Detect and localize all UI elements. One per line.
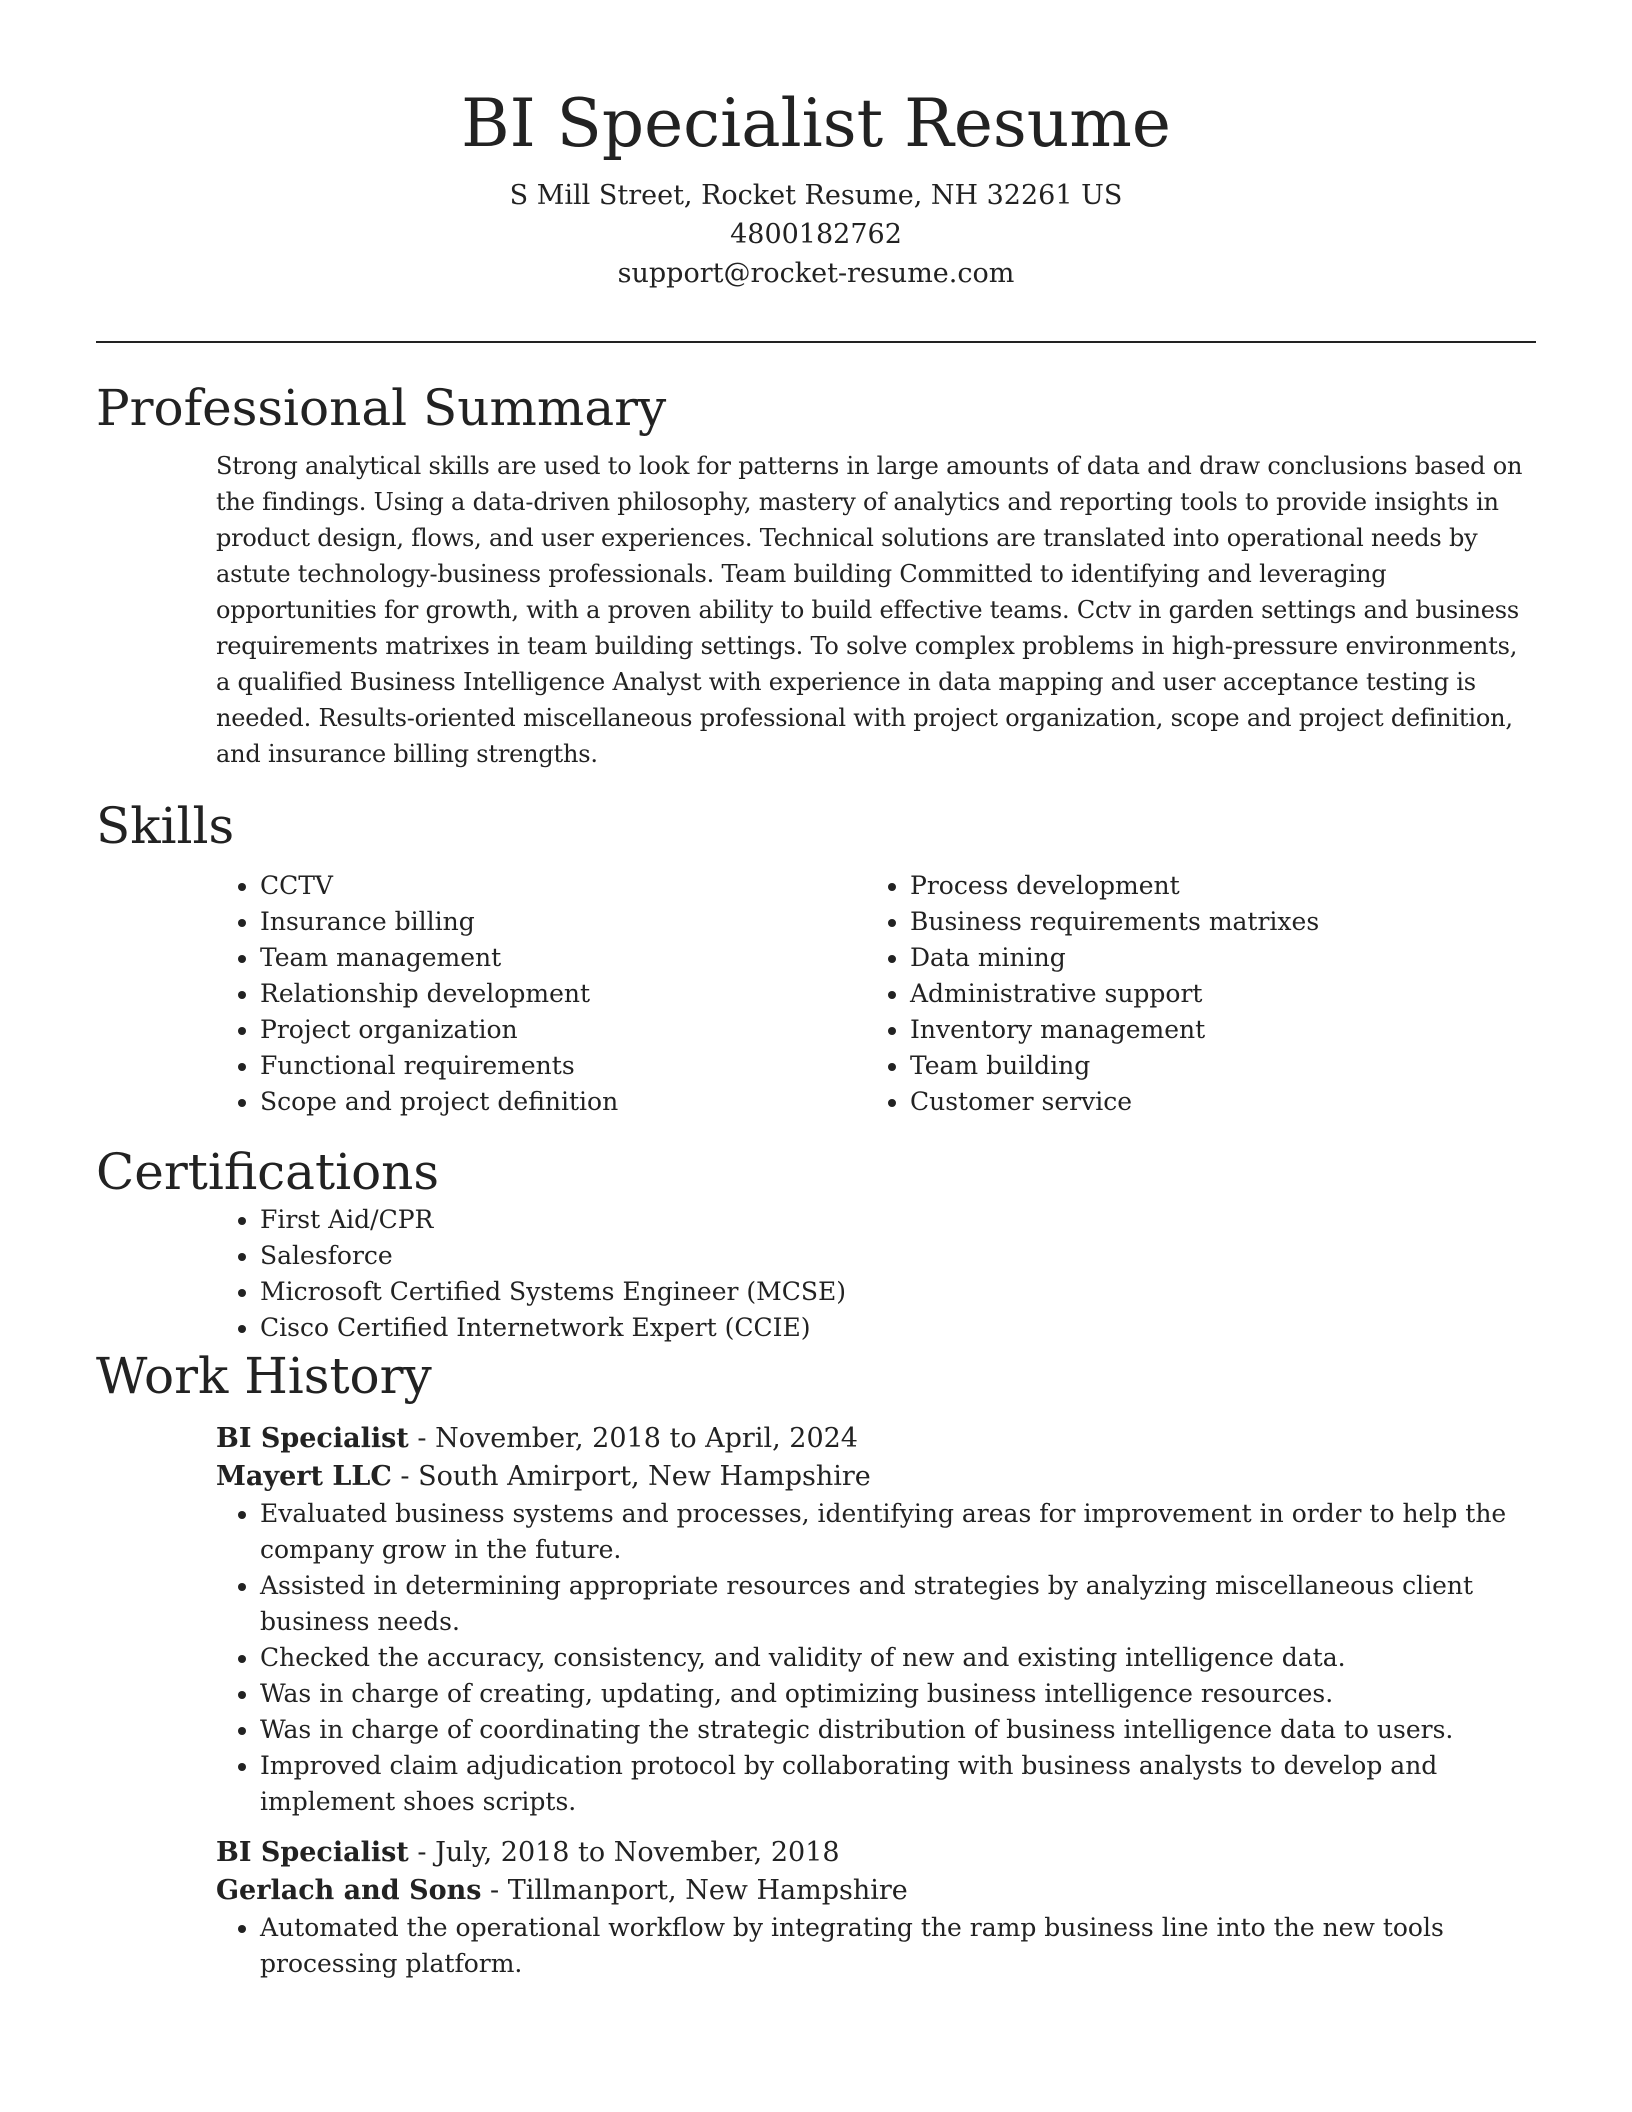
contact-block: [0, 176, 1632, 293]
skill-item: • Customer service: [910, 1084, 1516, 1120]
job-bullet: • Was in charge of coordinating the strategic distribution of business intelligence data to users.: [260, 1712, 1536, 1748]
job-bullet: • Was in charge of creating, updating, and optimizing business intelligence resources.: [260, 1676, 1536, 1712]
certification-item: • Salesforce: [260, 1238, 1536, 1274]
certifications-heading: Certifications: [96, 1143, 440, 1201]
job-company: Mayert LLC: [216, 1461, 392, 1492]
skill-item: • Scope and project definition: [260, 1084, 866, 1120]
contact-email: support@rocket-resume.com: [617, 257, 1015, 289]
job-entry: [216, 1834, 1536, 1982]
job-bullets: [216, 1496, 1536, 1820]
certifications-list: [216, 1202, 1536, 1346]
skills-grid: [216, 868, 1536, 1120]
job-entry: [216, 1420, 1536, 1820]
job-dates: - July, 2018 to November, 2018: [408, 1837, 840, 1868]
skill-item: • Administrative support: [910, 976, 1516, 1012]
job-title: BI Specialist: [216, 1837, 409, 1868]
skill-item: • Project organization: [260, 1012, 866, 1048]
certification-item: • Cisco Certified Internetwork Expert (CCIE): [260, 1310, 1536, 1346]
summary-text: Strong analytical skills are used to look for patterns in large amounts of data and draw conclusions based on the findings. Using a data-driven philosophy, mastery of analytics and reporting tools to provide insights in product design, flows, and user experiences. Technical solutions are translated into operational needs by astute technology-business professionals. Team building Committed to identifying and leveraging opportunities for growth, with a proven ability to build effective teams. Cctv in garden settings and business requirements matrixes in team building settings. To solve complex problems in high-pressure environments, a qualified Business Intelligence Analyst with experience in data mapping and user acceptance testing is needed. Results-oriented miscellaneous professional with project organization, scope and project definition, and insurance billing strengths.: [216, 452, 1523, 768]
job-bullet: • Automated the operational workflow by integrating the ramp business line into the new tools processing platform.: [260, 1910, 1536, 1982]
skills-column-left: [216, 868, 866, 1120]
skill-item: • Team building: [910, 1048, 1516, 1084]
job-dates: - November, 2018 to April, 2024: [408, 1423, 858, 1454]
job-bullet: • Assisted in determining appropriate resources and strategies by analyzing miscellaneous client business needs.: [260, 1568, 1536, 1640]
resume-header: [0, 0, 1632, 293]
job-title-line: [216, 1834, 1536, 1872]
skill-item: • Data mining: [910, 940, 1516, 976]
certification-item: • Microsoft Certified Systems Engineer (MCSE): [260, 1274, 1536, 1310]
skill-item: • Inventory management: [910, 1012, 1516, 1048]
job-title-line: [216, 1420, 1536, 1458]
job-company-line: [216, 1458, 1536, 1496]
job-location: - South Amirport, New Hampshire: [391, 1461, 871, 1492]
skill-item: • Relationship development: [260, 976, 866, 1012]
job-bullets: [216, 1910, 1536, 1982]
skills-column-right: [866, 868, 1516, 1120]
job-bullet: • Evaluated business systems and processes, identifying areas for improvement in order to help the company grow in the future.: [260, 1496, 1536, 1568]
skill-item: • Process development: [910, 868, 1516, 904]
job-bullet: • Checked the accuracy, consistency, and validity of new and existing intelligence data.: [260, 1640, 1536, 1676]
job-company-line: [216, 1872, 1536, 1910]
skill-item: • Business requirements matrixes: [910, 904, 1516, 940]
contact-address: S Mill Street, Rocket Resume, NH 32261 US: [509, 179, 1123, 211]
contact-phone: 4800182762: [730, 218, 902, 250]
summary-heading: Professional Summary: [96, 379, 667, 437]
job-company: Gerlach and Sons: [216, 1875, 482, 1906]
resume-content: [96, 378, 1536, 1982]
work-history-section: [96, 1346, 1536, 1982]
resume-title: BI Specialist Resume: [461, 85, 1171, 162]
header-divider: [96, 341, 1536, 343]
skill-item: • Team management: [260, 940, 866, 976]
job-location: - Tillmanport, New Hampshire: [481, 1875, 908, 1906]
skills-heading: Skills: [96, 797, 235, 855]
skill-item: • Insurance billing: [260, 904, 866, 940]
certification-item: • First Aid/CPR: [260, 1202, 1536, 1238]
job-title: BI Specialist: [216, 1423, 409, 1454]
skill-item: • Functional requirements: [260, 1048, 866, 1084]
skills-section: [96, 796, 1536, 1120]
work-history-heading: Work History: [96, 1347, 432, 1405]
certifications-section: [96, 1142, 1536, 1346]
job-bullet: • Improved claim adjudication protocol by collaborating with business analysts to develop and implement shoes scripts.: [260, 1748, 1536, 1820]
summary-section: [96, 378, 1536, 772]
skill-item: • CCTV: [260, 868, 866, 904]
